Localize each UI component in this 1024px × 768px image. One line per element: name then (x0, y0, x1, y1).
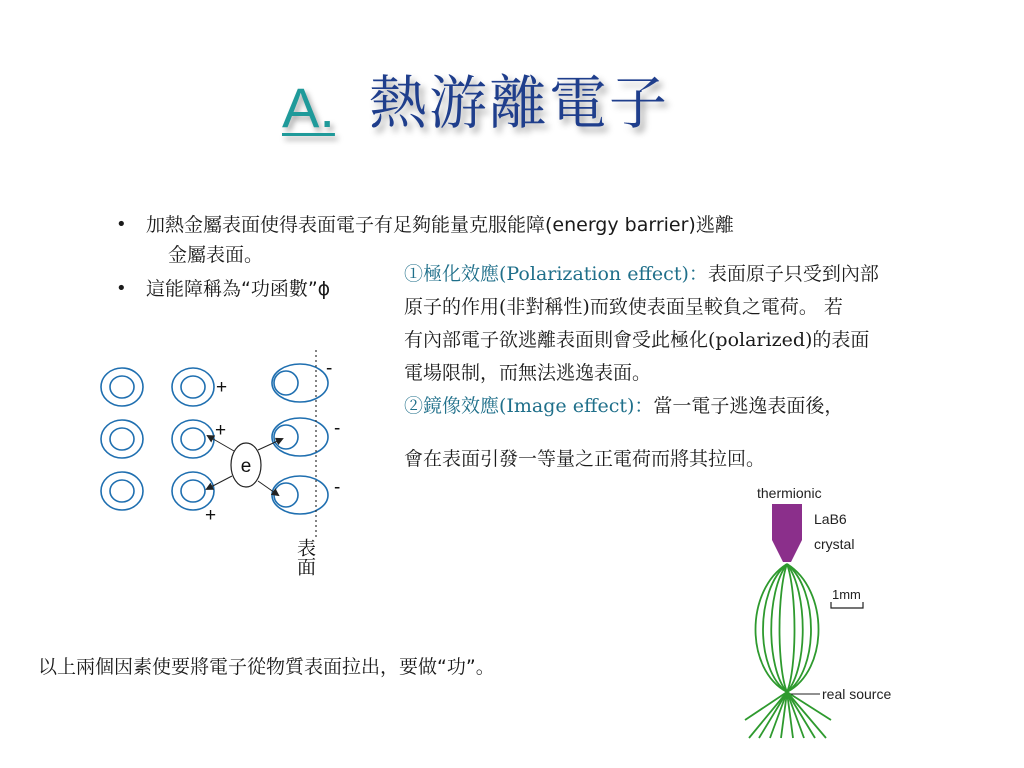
repulsion-arrow (258, 481, 278, 495)
atom (172, 420, 214, 458)
electron-label: e (240, 456, 252, 477)
bullet-1-line-1: 加熱金屬表面使得表面電子有足夠能量克服能障(energy barrier)逃離 (146, 214, 734, 236)
image-line-1-text: 當一電子逃逸表面後， (653, 395, 844, 417)
image-label: ②鏡像效應(Image effect)： (404, 395, 654, 417)
scale-bar (831, 587, 863, 608)
lab6-emitter-diagram (735, 480, 915, 742)
plus-charge: + (215, 420, 227, 441)
minus-charge: - (326, 358, 333, 379)
minus-charge: - (334, 418, 341, 439)
plus-charge: + (205, 505, 217, 526)
bullet-item-1 (116, 212, 876, 264)
real-source-label: real source (822, 686, 892, 702)
scale-label: 1mm (832, 587, 861, 602)
atom (101, 420, 143, 458)
polarization-line-2: 原子的作用(非對稱性)而致使表面呈較負之電荷。 若 (404, 296, 843, 318)
bullet-1-line-2: 金屬表面。 (168, 244, 264, 266)
minus-charge: - (334, 477, 341, 498)
atom (101, 368, 143, 406)
image-line-1 (404, 390, 994, 423)
surface-polarization-diagram (90, 350, 370, 590)
bullet-dot: • (116, 278, 127, 299)
title-text: 熱游離電子 (368, 69, 669, 137)
crystal-label: crystal (814, 536, 855, 552)
surface-label: 表面 (294, 538, 316, 576)
title-letter: A. (282, 76, 335, 139)
polarized-atom (272, 364, 328, 402)
bullet-2-line-1: 這能障稱為“功函數”ϕ (146, 278, 331, 300)
lab6-label: LaB6 (814, 511, 847, 527)
lab6-crystal-tip (772, 504, 802, 562)
slide-title (282, 50, 669, 140)
image-line-2: 會在表面引發一等量之正電荷而將其拉回。 (404, 448, 766, 470)
polarization-line-4: 電場限制，而無法逃逸表面。 (404, 362, 652, 384)
bullet-dot: • (116, 214, 127, 235)
electron-beam (745, 564, 831, 738)
attraction-arrow (207, 476, 232, 489)
polarized-atom (272, 418, 328, 456)
atom (172, 368, 214, 406)
thermionic-label: thermionic (757, 485, 822, 501)
polarized-atom (272, 476, 328, 514)
plus-charge: + (216, 377, 228, 398)
summary-text: 以上兩個因素使要將電子從物質表面拉出，要做“功”。 (38, 656, 495, 678)
atom (101, 472, 143, 510)
bullet-item-2 (116, 276, 416, 302)
polarization-line-1 (404, 258, 994, 291)
effects-paragraph (404, 258, 994, 476)
polarization-line-1-text: 表面原子只受到內部 (707, 263, 879, 285)
polarization-label: ①極化效應(Polarization effect)： (404, 263, 708, 285)
polarization-line-3: 有內部電子欲逃離表面則會受此極化(polarized)的表面 (404, 329, 870, 351)
